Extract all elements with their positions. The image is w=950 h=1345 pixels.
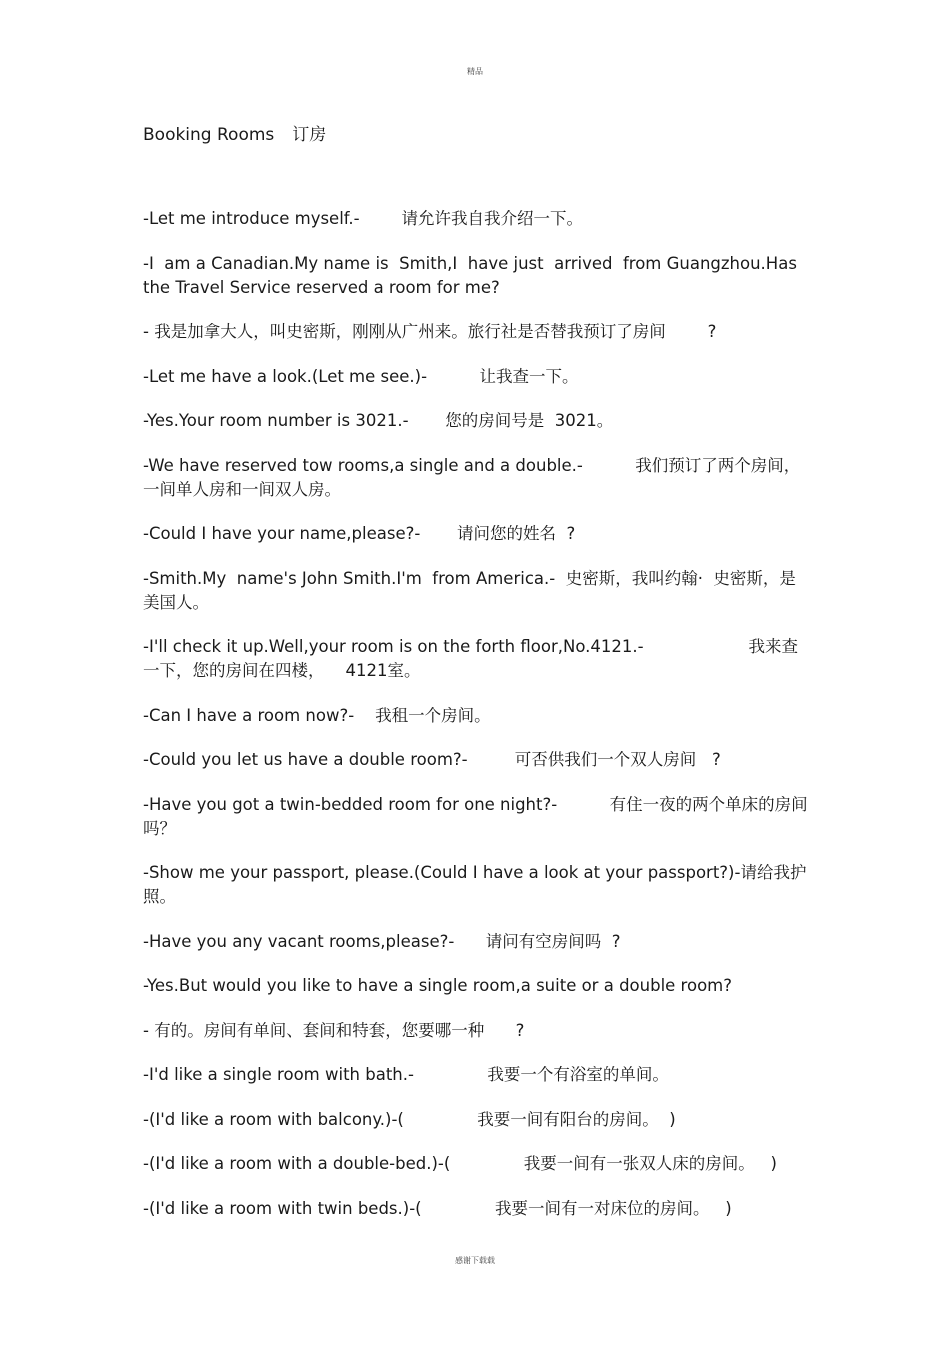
dialogue-line: -I am a Canadian.My name is Smith,I have just arrived from Guangzhou.Has the Travel Service reserved a room for me? [143,253,803,297]
footer-watermark: 感谢下载载 [455,1256,495,1265]
dialogue-line: -(I'd like a room with a double-bed.)-( 我要一间有一张双人床的房间。 ) [143,1154,777,1173]
dialogue-line: -Let me introduce myself.- 请允许我自我介绍一下。 [143,209,584,228]
dialogue-line: -Show me your passport, please.(Could I have a look at your passport?)-请给我护照。 [143,863,807,906]
dialogue-line: -Can I have a room now?- 我租一个房间。 [143,705,491,725]
dialogue-line: -Yes.Your room number is 3021.- 您的房间号是 3021。 [143,411,614,430]
dialogue-line: - 我是加拿大人，叫史密斯，刚刚从广州来。旅行社是否替我预订了房间 ? [143,322,717,341]
dialogue-line: -Let me have a look.(Let me see.)- 让我查一下。 [143,366,579,386]
dialogue-line: -We have reserved tow rooms,a single and a double.- 我们预订了两个房间，一间单人房和一间双人房。 [143,455,801,499]
dialogue-line: -Could you let us have a double room?- 可否供我们一个双人房间 ? [143,750,721,769]
dialogue-line: -I'd like a single room with bath.- 我要一个有浴室的单间。 [143,1065,669,1084]
dialogue-line: -Smith.My name's John Smith.I'm from America.- 史密斯，我叫约翰· 史密斯，是美国人。 [143,568,796,612]
header-watermark: 精品 [467,67,483,76]
dialogue-line: -Yes.But would you like to have a single room,a suite or a double room? [143,976,732,995]
dialogue-line: -(I'd like a room with twin beds.)-( 我要一间有一对床位的房间。 ) [143,1198,732,1218]
dialogue-line: -Have you got a twin-bedded room for one night?- 有住一夜的两个单床的房间吗？ [143,794,808,838]
dialogue-line: -Could I have your name,please?- 请问您的姓名 ? [143,524,576,543]
title-chinese: 订房 [292,125,327,145]
title-english: Booking Rooms [143,125,275,145]
dialogue-line: -I'll check it up.Well,your room is on the forth floor,No.4121.- 我来查一下，您的房间在四楼， 4121室。 [143,637,798,680]
dialogue-line: -(I'd like a room with balcony.)-( 我要一间有阳台的房间。 ) [143,1109,676,1129]
dialogue-line: -Have you any vacant rooms,please?- 请问有空房间吗 ? [143,931,621,951]
dialogue-line: - 有的。房间有单间、套间和特套，您要哪一种 ? [143,1020,525,1040]
page-title [143,120,326,145]
dialogue-body [143,207,811,1241]
